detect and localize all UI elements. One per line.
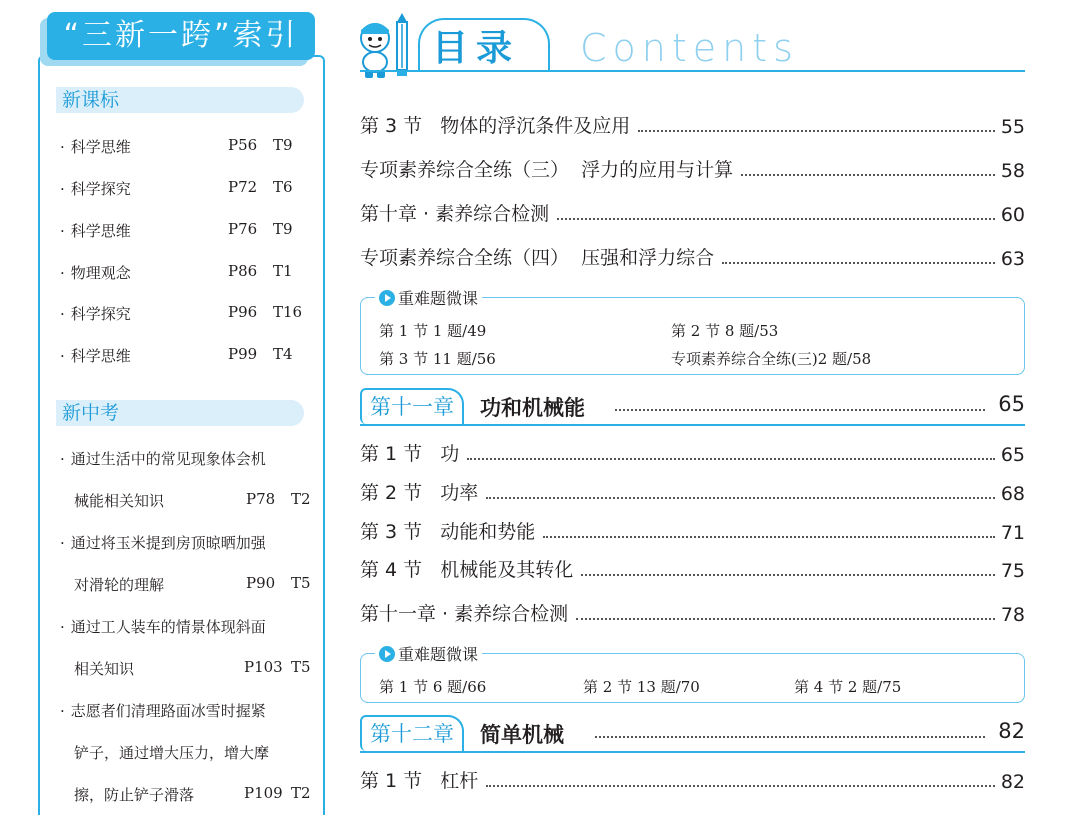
toc-entry[interactable]: 专项素养综合全练（三） 浮力的应用与计算 58: [360, 159, 1025, 182]
index-task-ref: T16: [273, 303, 303, 321]
toc-entry[interactable]: 第 3 节 动能和势能 71: [360, 521, 1025, 544]
toc-entry[interactable]: 第 1 节 功 65: [360, 443, 1025, 466]
chapter-underline: [360, 424, 1025, 426]
chapter-underline: [360, 751, 1025, 753]
micro-lesson-tag[interactable]: 重难题微课: [375, 642, 482, 665]
index-item-line: 相关知识: [74, 660, 135, 678]
micro-lesson-item[interactable]: 第 3 节 11 题/56: [379, 350, 496, 368]
index-page-ref: P90: [246, 574, 276, 592]
toc-entry[interactable]: 第 1 节 杠杆 82: [360, 770, 1025, 793]
index-item[interactable]: · 科学思维: [60, 347, 131, 365]
index-title: “三新一跨”索引: [47, 12, 315, 60]
index-item[interactable]: · 科学探究: [60, 180, 131, 198]
play-icon: [379, 290, 395, 306]
index-task-ref: T2: [291, 784, 311, 802]
index-page-ref: P78: [246, 490, 276, 508]
index-page-ref: P103: [244, 658, 283, 676]
toc-entry[interactable]: 专项素养综合全练（四） 压强和浮力综合 63: [360, 247, 1025, 270]
toc-entry[interactable]: 第 2 节 功率 68: [360, 482, 1025, 505]
title-divider: [360, 70, 1025, 72]
toc-title: 目录: [432, 28, 521, 69]
micro-lesson-item[interactable]: 第 2 节 13 题/70: [583, 678, 700, 696]
micro-lesson-item[interactable]: 专项素养综合全练(三)2 题/58: [671, 350, 872, 368]
toc-entry[interactable]: 第 4 节 机械能及其转化 75: [360, 559, 1025, 582]
index-item-line[interactable]: · 通过工人装车的情景体现斜面: [60, 618, 266, 636]
chapter-heading-12[interactable]: [360, 715, 1025, 753]
index-task-ref: T1: [273, 262, 293, 280]
section-heading-new-exam: 新中考: [56, 400, 304, 426]
toc-entry[interactable]: 第十一章 · 素养综合检测 78: [360, 603, 1025, 626]
index-page-ref: P72: [228, 178, 258, 196]
micro-lesson-box: [360, 645, 1025, 703]
index-item-line[interactable]: · 通过将玉米提到房顶晾晒加强: [60, 534, 266, 552]
chapter-tag: 第十二章: [360, 715, 464, 751]
micro-lesson-tag[interactable]: 重难题微课: [375, 286, 482, 309]
leader-dots: [615, 408, 985, 411]
index-item-line[interactable]: · 志愿者们清理路面冰雪时握紧: [60, 702, 266, 720]
index-item-line: 擦，防止铲子滑落: [74, 786, 195, 804]
index-page-ref: P86: [228, 262, 258, 280]
play-icon: [379, 646, 395, 662]
index-page-ref: P96: [228, 303, 258, 321]
toc-entry[interactable]: 第 3 节 物体的浮沉条件及应用 55: [360, 115, 1025, 138]
chapter-name: 功和机械能: [480, 396, 585, 420]
index-task-ref: T4: [273, 345, 293, 363]
index-task-ref: T2: [291, 490, 311, 508]
index-page-ref: P56: [228, 136, 258, 154]
micro-lesson-item[interactable]: 第 2 节 8 题/53: [671, 322, 779, 340]
index-item-line[interactable]: · 通过生活中的常见现象体会机: [60, 450, 266, 468]
micro-lesson-item[interactable]: 第 1 节 1 题/49: [379, 322, 487, 340]
index-item-line: 械能相关知识: [74, 492, 165, 510]
index-page-ref: P76: [228, 220, 258, 238]
index-item-line: 铲子，通过增大压力，增大摩: [74, 744, 270, 762]
chapter-page: 65: [998, 392, 1025, 416]
index-page-ref: P109: [244, 784, 283, 802]
index-task-ref: T6: [273, 178, 293, 196]
chapter-heading-11[interactable]: [360, 388, 1025, 426]
micro-lesson-item[interactable]: 第 4 节 2 题/75: [794, 678, 902, 696]
leader-dots: [595, 735, 985, 738]
toc-entry[interactable]: 第十章 · 素养综合检测 60: [360, 203, 1025, 226]
index-item[interactable]: · 科学思维: [60, 138, 131, 156]
chapter-tag: 第十一章: [360, 388, 464, 424]
index-item[interactable]: · 科学思维: [60, 222, 131, 240]
index-item-line: 对滑轮的理解: [74, 576, 165, 594]
index-page-ref: P99: [228, 345, 258, 363]
index-item[interactable]: · 科学探究: [60, 305, 131, 323]
index-item[interactable]: · 物理观念: [60, 264, 131, 282]
section-heading-new-curriculum: 新课标: [56, 87, 304, 113]
toc-title-english: Contents: [580, 26, 799, 70]
chapter-page: 82: [998, 719, 1025, 743]
index-task-ref: T9: [273, 136, 293, 154]
micro-lesson-box: [360, 289, 1025, 375]
index-task-ref: T5: [291, 574, 311, 592]
micro-lesson-item[interactable]: 第 1 节 6 题/66: [379, 678, 487, 696]
index-task-ref: T5: [291, 658, 311, 676]
chapter-name: 简单机械: [480, 723, 564, 747]
index-task-ref: T9: [273, 220, 293, 238]
